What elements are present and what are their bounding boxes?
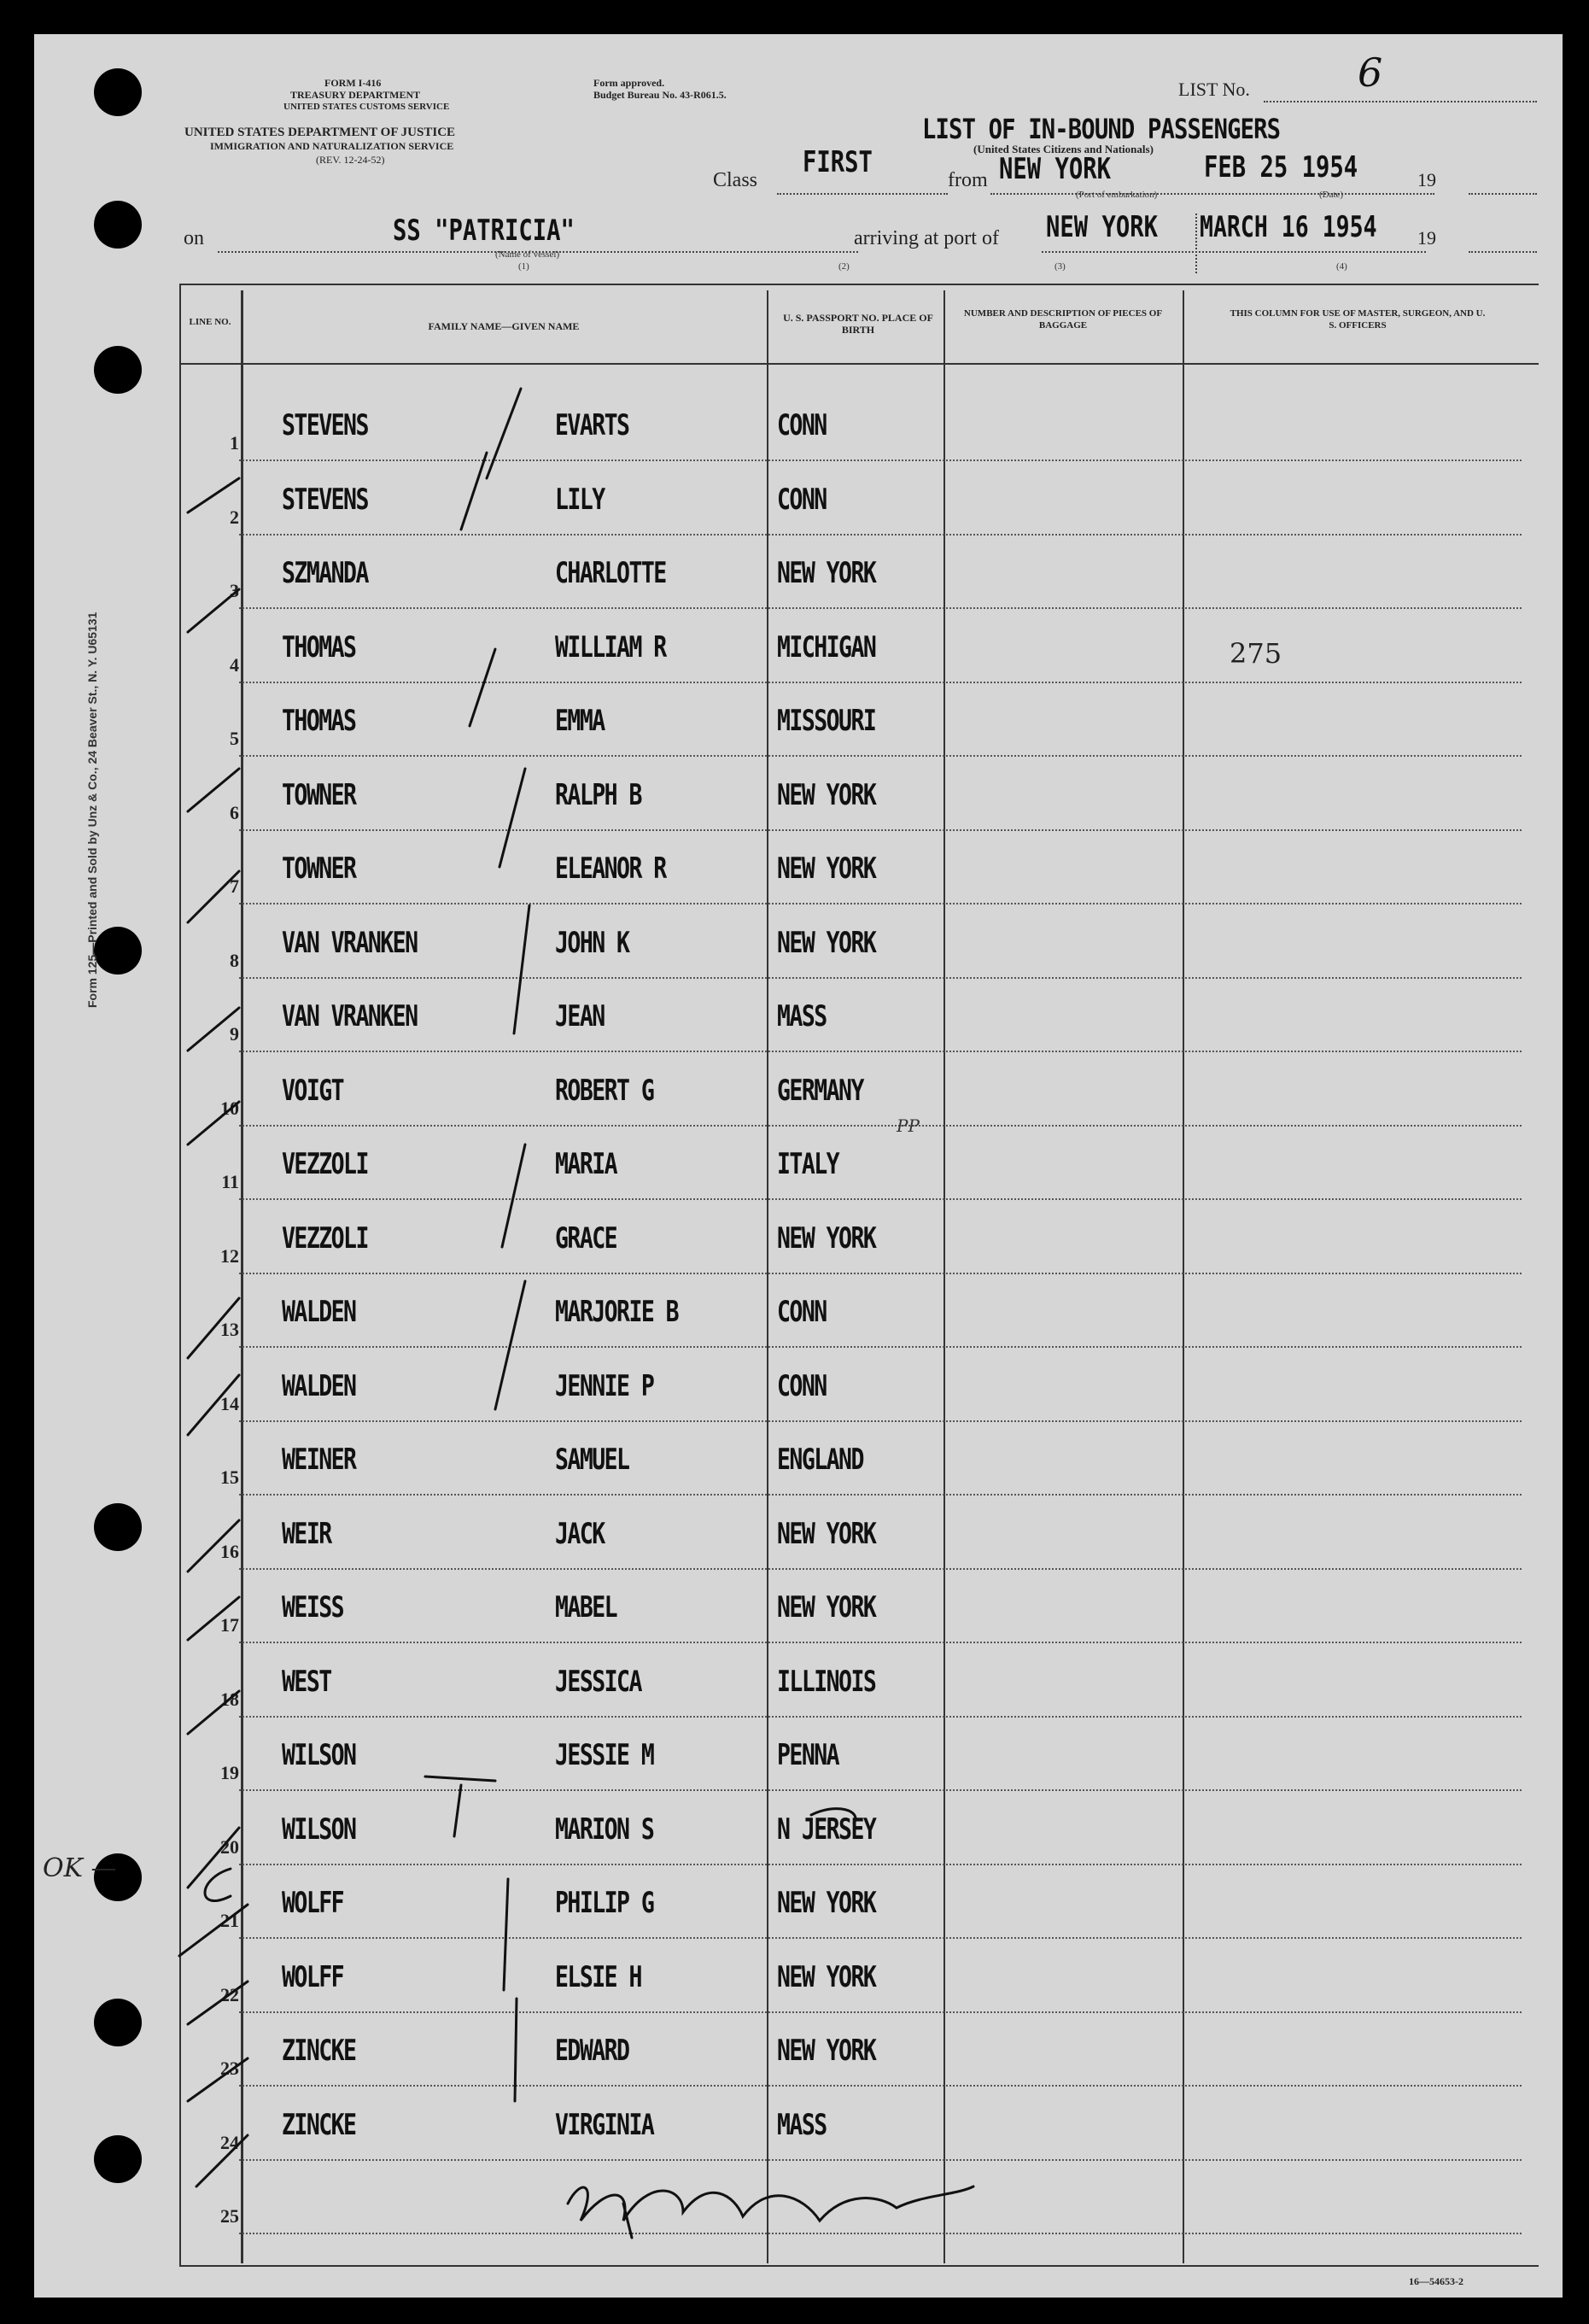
given-name: MABEL — [555, 1590, 617, 1624]
given-name: JACK — [555, 1516, 605, 1551]
row-rule — [239, 682, 1522, 683]
place-of-birth: NEW YORK — [777, 1590, 876, 1624]
row-rule — [239, 2159, 1522, 2161]
place-of-birth: ILLINOIS — [777, 1664, 876, 1699]
arrival-port: NEW YORK — [1046, 210, 1159, 244]
table-row — [34, 984, 1563, 1057]
row-rule — [239, 1864, 1522, 1865]
given-name: MARIA — [555, 1147, 617, 1181]
line-number: 10 — [220, 1097, 239, 1119]
page-title: LIST OF IN-BOUND PASSENGERS — [922, 113, 1281, 145]
col-header-baggage: NUMBER AND DESCRIPTION OF PIECES OF BAGGAGE — [963, 308, 1163, 331]
year-suffix: 19 — [1417, 169, 1436, 190]
line-number: 24 — [220, 2131, 239, 2153]
annotation-pp: PP — [897, 1115, 920, 1136]
line-number: 11 — [221, 1171, 239, 1192]
line-number: 19 — [220, 1762, 239, 1783]
line-number: 22 — [220, 1983, 239, 2005]
line-number: 3 — [230, 580, 239, 601]
family-name: WOLFF — [282, 1886, 344, 1920]
given-name: JEAN — [555, 999, 605, 1033]
row-rule — [239, 534, 1522, 536]
family-name: WEINER — [282, 1443, 356, 1477]
year-suffix-2: 19 — [1417, 227, 1436, 249]
form-number: FORM I-416 — [324, 77, 382, 89]
annotation-275: 275 — [1230, 637, 1282, 670]
table-row — [34, 1058, 1563, 1132]
table-row — [34, 1649, 1563, 1723]
table-row — [34, 1502, 1563, 1575]
table-row — [34, 2093, 1563, 2166]
given-name: EMMA — [555, 704, 605, 738]
given-name: ELSIE H — [555, 1959, 641, 1994]
place-of-birth: N JERSEY — [777, 1812, 876, 1847]
place-of-birth: NEW YORK — [777, 1886, 876, 1920]
budget-bureau: Budget Bureau No. 43-R061.5. — [593, 89, 727, 101]
family-name: ZINCKE — [282, 2034, 356, 2068]
row-rule — [239, 829, 1522, 831]
line-number: 13 — [220, 1319, 239, 1340]
line-number: 2 — [230, 506, 239, 528]
table-row — [34, 910, 1563, 984]
row-rule — [239, 1716, 1522, 1718]
line-number: 8 — [230, 949, 239, 971]
family-name: WEIR — [282, 1516, 331, 1551]
family-name: VAN VRANKEN — [282, 999, 418, 1033]
side-imprint: Form 125—Printed and Sold by Unz & Co., 24 Beaver St., N. Y. U65131 — [85, 612, 99, 1008]
from-port: NEW YORK — [999, 152, 1112, 186]
dept-justice: UNITED STATES DEPARTMENT OF JUSTICE — [184, 126, 456, 139]
line-number: 20 — [220, 1835, 239, 1858]
vessel-caption-num: (1) — [518, 261, 529, 272]
row-rule — [239, 1789, 1522, 1791]
passenger-table — [34, 393, 1563, 2272]
table-row — [34, 1945, 1563, 2018]
family-name: WEST — [282, 1664, 331, 1699]
form-page — [34, 34, 1563, 2298]
given-name: ROBERT G — [555, 1073, 654, 1108]
from-label: from — [948, 169, 988, 191]
from-date: FEB 25 1954 — [1204, 150, 1358, 184]
line-number: 7 — [230, 875, 239, 897]
place-of-birth: MASS — [777, 2107, 827, 2142]
family-name: ZINCKE — [282, 2107, 356, 2142]
col-header-name: FAMILY NAME—GIVEN NAME — [428, 320, 580, 332]
line-number: 15 — [220, 1466, 239, 1488]
row-rule — [239, 1125, 1522, 1127]
given-name: EDWARD — [555, 2034, 629, 2068]
place-of-birth: MASS — [777, 999, 827, 1033]
class-value: FIRST — [803, 145, 873, 179]
table-row — [34, 541, 1563, 614]
place-of-birth: NEW YORK — [777, 1221, 876, 1256]
line-number: 16 — [220, 1540, 239, 1562]
given-name: RALPH B — [555, 777, 641, 812]
given-name: MARJORIE B — [555, 1295, 679, 1329]
caption-3: (3) — [1054, 261, 1066, 272]
caption-4: (4) — [1336, 261, 1347, 272]
line-number: 14 — [220, 1392, 239, 1414]
table-row — [34, 1575, 1563, 1648]
col-header-line: LINE NO. — [189, 317, 231, 327]
place-of-birth: ENGLAND — [777, 1443, 863, 1477]
table-row — [34, 763, 1563, 836]
family-name: SZMANDA — [282, 556, 368, 590]
line-number: 25 — [220, 2205, 239, 2227]
place-of-birth: CONN — [777, 482, 827, 517]
table-row — [34, 1279, 1563, 1353]
form-revision: (REV. 12-24-52) — [316, 154, 385, 166]
family-name: STEVENS — [282, 408, 368, 442]
table-row — [34, 836, 1563, 910]
family-name: THOMAS — [282, 629, 356, 664]
place-of-birth: CONN — [777, 408, 827, 442]
footer-code: 16—54653-2 — [1409, 2275, 1463, 2287]
row-rule — [239, 1568, 1522, 1570]
place-of-birth: PENNA — [777, 1738, 839, 1772]
line-number: 18 — [220, 1688, 239, 1710]
given-name: JOHN K — [555, 925, 629, 960]
table-row — [34, 1206, 1563, 1279]
given-name: LILY — [555, 482, 605, 517]
table-row — [34, 1723, 1563, 1796]
line-number: 1 — [230, 432, 239, 454]
place-of-birth: GERMANY — [777, 1073, 863, 1108]
port-embark-caption: (Port of embarkation) — [1076, 190, 1158, 200]
family-name: STEVENS — [282, 482, 368, 517]
on-label: on — [184, 227, 204, 249]
table-row — [34, 2166, 1563, 2239]
row-rule — [239, 1346, 1522, 1348]
table-row — [34, 1797, 1563, 1870]
line-number: 21 — [220, 1910, 239, 1931]
place-of-birth: ITALY — [777, 1147, 839, 1181]
family-name: WEISS — [282, 1590, 344, 1624]
annotation-ok: OK — — [43, 1853, 117, 1883]
line-number: 23 — [220, 2058, 239, 2079]
family-name: WILSON — [282, 1738, 356, 1772]
punch-hole — [94, 346, 142, 394]
row-rule — [239, 1642, 1522, 1643]
class-label: Class — [713, 169, 758, 191]
row-rule — [239, 1198, 1522, 1200]
given-name: JESSICA — [555, 1664, 641, 1699]
place-of-birth: NEW YORK — [777, 925, 876, 960]
list-no-value: 6 — [1358, 50, 1383, 96]
row-rule — [239, 2085, 1522, 2087]
col-header-passport: U. S. PASSPORT NO. PLACE OF BIRTH — [783, 312, 933, 336]
given-name: PHILIP G — [555, 1886, 654, 1920]
table-row — [34, 1870, 1563, 1944]
given-name: VIRGINIA — [555, 2107, 654, 2142]
arriving-label: arriving at port of — [854, 227, 999, 249]
punch-hole — [94, 201, 142, 249]
given-name: SAMUEL — [555, 1443, 629, 1477]
given-name: MARION S — [555, 1812, 654, 1847]
line-number: 6 — [230, 801, 239, 823]
family-name: THOMAS — [282, 704, 356, 738]
place-of-birth: CONN — [777, 1295, 827, 1329]
punch-hole — [94, 68, 142, 116]
line-number: 4 — [230, 653, 239, 676]
table-row — [34, 393, 1563, 466]
given-name: WILLIAM R — [555, 629, 666, 664]
place-of-birth: NEW YORK — [777, 1959, 876, 1994]
table-row — [34, 1354, 1563, 1427]
list-no-label: LIST No. — [1178, 79, 1250, 100]
family-name: WALDEN — [282, 1368, 356, 1403]
family-name: WOLFF — [282, 1959, 344, 1994]
family-name: TOWNER — [282, 777, 356, 812]
family-name: VOIGT — [282, 1073, 344, 1108]
line-number: 5 — [230, 728, 239, 749]
place-of-birth: NEW YORK — [777, 2034, 876, 2068]
row-rule — [239, 1420, 1522, 1422]
place-of-birth: CONN — [777, 1368, 827, 1403]
dept-customs: UNITED STATES CUSTOMS SERVICE — [283, 102, 450, 112]
given-name: CHARLOTTE — [555, 556, 666, 590]
page-subtitle: (United States Citizens and Nationals) — [973, 143, 1154, 155]
dept-treasury: TREASURY DEPARTMENT — [290, 89, 421, 101]
family-name: VAN VRANKEN — [282, 925, 418, 960]
line-number: 17 — [220, 1614, 239, 1636]
row-rule — [239, 607, 1522, 609]
row-rule — [239, 1937, 1522, 1939]
row-rule — [239, 460, 1522, 461]
family-name: WALDEN — [282, 1295, 356, 1329]
place-of-birth: NEW YORK — [777, 556, 876, 590]
given-name: EVARTS — [555, 408, 629, 442]
row-rule — [239, 977, 1522, 979]
place-of-birth: MICHIGAN — [777, 629, 876, 664]
given-name: JENNIE P — [555, 1368, 654, 1403]
table-row — [34, 2018, 1563, 2092]
row-rule — [239, 755, 1522, 757]
place-of-birth: NEW YORK — [777, 777, 876, 812]
table-row — [34, 688, 1563, 762]
place-of-birth: MISSOURI — [777, 704, 876, 738]
place-of-birth: NEW YORK — [777, 852, 876, 886]
table-row — [34, 1427, 1563, 1501]
arrival-date: MARCH 16 1954 — [1200, 210, 1377, 244]
family-name: TOWNER — [282, 852, 356, 886]
line-number: 9 — [230, 1023, 239, 1045]
family-name: WILSON — [282, 1812, 356, 1847]
row-rule — [239, 1494, 1522, 1496]
row-rule — [239, 903, 1522, 904]
row-rule — [239, 1273, 1522, 1274]
line-number: 12 — [220, 1244, 239, 1267]
given-name: GRACE — [555, 1221, 617, 1256]
family-name: VEZZOLI — [282, 1221, 368, 1256]
form-approved: Form approved. — [593, 77, 665, 89]
date-caption: (Date) — [1319, 190, 1344, 200]
table-row — [34, 615, 1563, 688]
table-row — [34, 467, 1563, 541]
vessel-caption: (Name of vessel) — [495, 249, 560, 260]
row-rule — [239, 2011, 1522, 2013]
row-rule — [239, 1051, 1522, 1052]
caption-2: (2) — [838, 261, 850, 272]
given-name: JESSIE M — [555, 1738, 654, 1772]
family-name: VEZZOLI — [282, 1147, 368, 1181]
col-header-officers: THIS COLUMN FOR USE OF MASTER, SURGEON, AND U. S. OFFICERS — [1230, 308, 1486, 331]
vessel-name: SS "PATRICIA" — [393, 214, 575, 248]
given-name: ELEANOR R — [555, 852, 666, 886]
row-rule — [239, 2233, 1522, 2234]
dept-ins: IMMIGRATION AND NATURALIZATION SERVICE — [210, 140, 454, 152]
table-row — [34, 1132, 1563, 1205]
place-of-birth: NEW YORK — [777, 1516, 876, 1551]
